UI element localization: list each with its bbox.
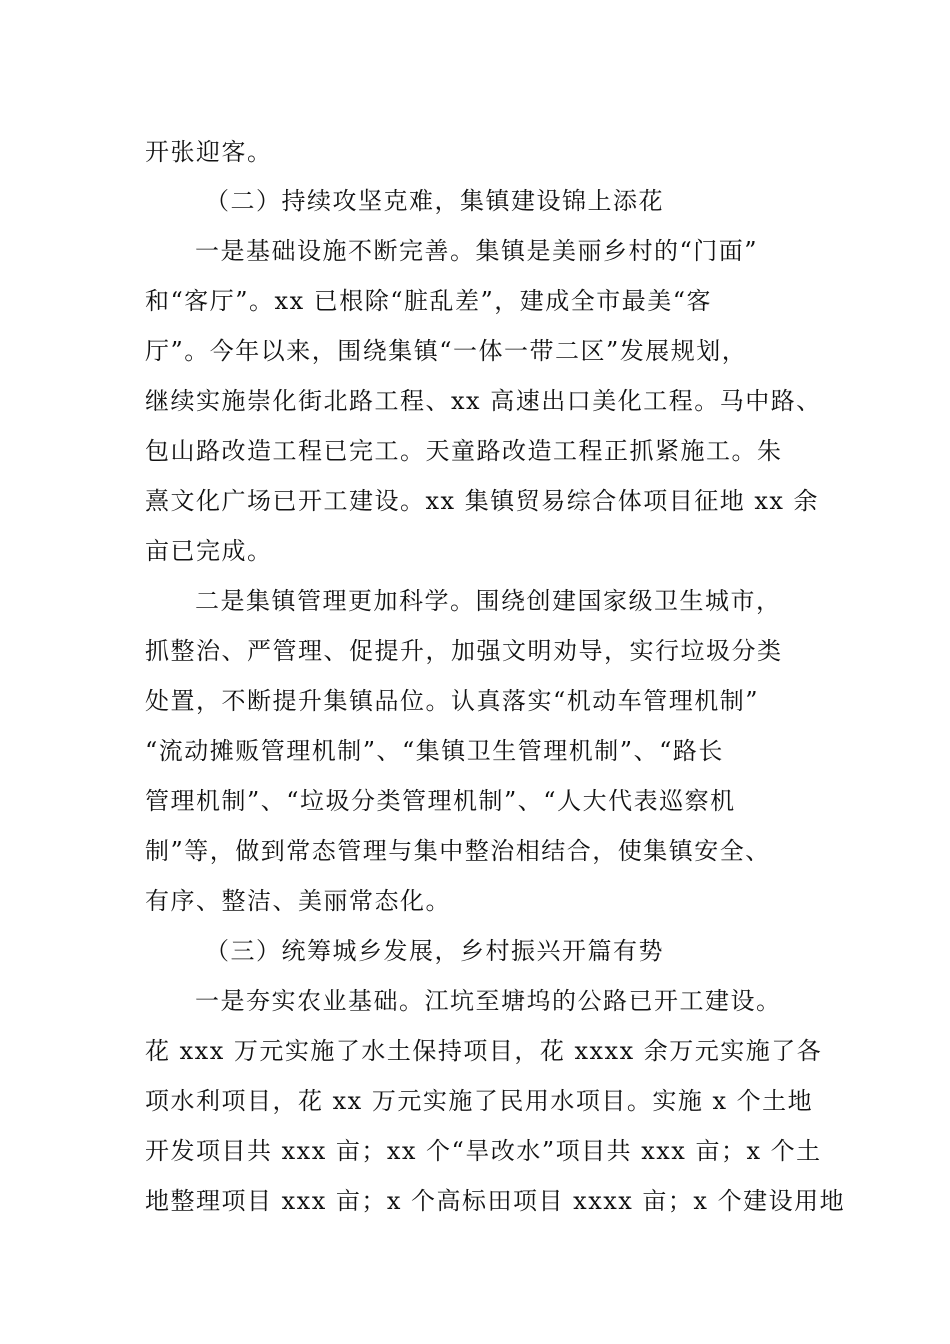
text-line: 开张迎客。 <box>145 138 273 166</box>
text-line: 地整理项目 xxx 亩；x 个高标田项目 xxxx 亩；x 个建设用地 <box>145 1187 846 1215</box>
text-line: 项水利项目，花 xx 万元实施了民用水项目。实施 x 个土地 <box>145 1087 814 1115</box>
text-line: 继续实施崇化街北路工程、xx 高速出口美化工程。马中路、 <box>145 387 822 415</box>
section-heading: （二）持续攻坚克难，集镇建设锦上添花 <box>205 187 664 215</box>
text-line: 厅”。今年以来，围绕集镇“一体一带二区”发展规划， <box>145 337 748 365</box>
text-line: 亩已完成。 <box>145 537 273 565</box>
text-line: 和“客厅”。xx 已根除“脏乱差”，建成全市最美“客 <box>145 287 713 315</box>
text-line: 抓整治、严管理、促提升，加强文明劝导，实行垃圾分类 <box>145 637 783 665</box>
text-line: 包山路改造工程已完工。天童路改造工程正抓紧施工。朱 <box>145 437 783 465</box>
text-line: 熹文化广场已开工建设。xx 集镇贸易综合体项目征地 xx 余 <box>145 487 820 515</box>
paragraph-first-line: 一是夯实农业基础。江坑至塘坞的公路已开工建设。 <box>195 987 782 1015</box>
text-line: 制”等，做到常态管理与集中整治相结合，使集镇安全、 <box>145 837 771 865</box>
text-line: 开发项目共 xxx 亩；xx 个“旱改水”项目共 xxx 亩；x 个土 <box>145 1137 822 1165</box>
text-line: “流动摊贩管理机制”、“集镇卫生管理机制”、“路长 <box>145 737 724 765</box>
text-line: 花 xxx 万元实施了水土保持项目，花 xxxx 余万元实施了各 <box>145 1037 823 1065</box>
text-line: 处置，不断提升集镇品位。认真落实“机动车管理机制” <box>145 687 760 715</box>
section-heading: （三）统筹城乡发展，乡村振兴开篇有势 <box>205 937 664 965</box>
paragraph-first-line: 一是基础设施不断完善。集镇是美丽乡村的“门面” <box>195 237 759 265</box>
text-line: 有序、整洁、美丽常态化。 <box>145 887 451 915</box>
paragraph-first-line: 二是集镇管理更加科学。围绕创建国家级卫生城市， <box>195 587 782 615</box>
text-line: 管理机制”、“垃圾分类管理机制”、“人大代表巡察机 <box>145 787 736 815</box>
